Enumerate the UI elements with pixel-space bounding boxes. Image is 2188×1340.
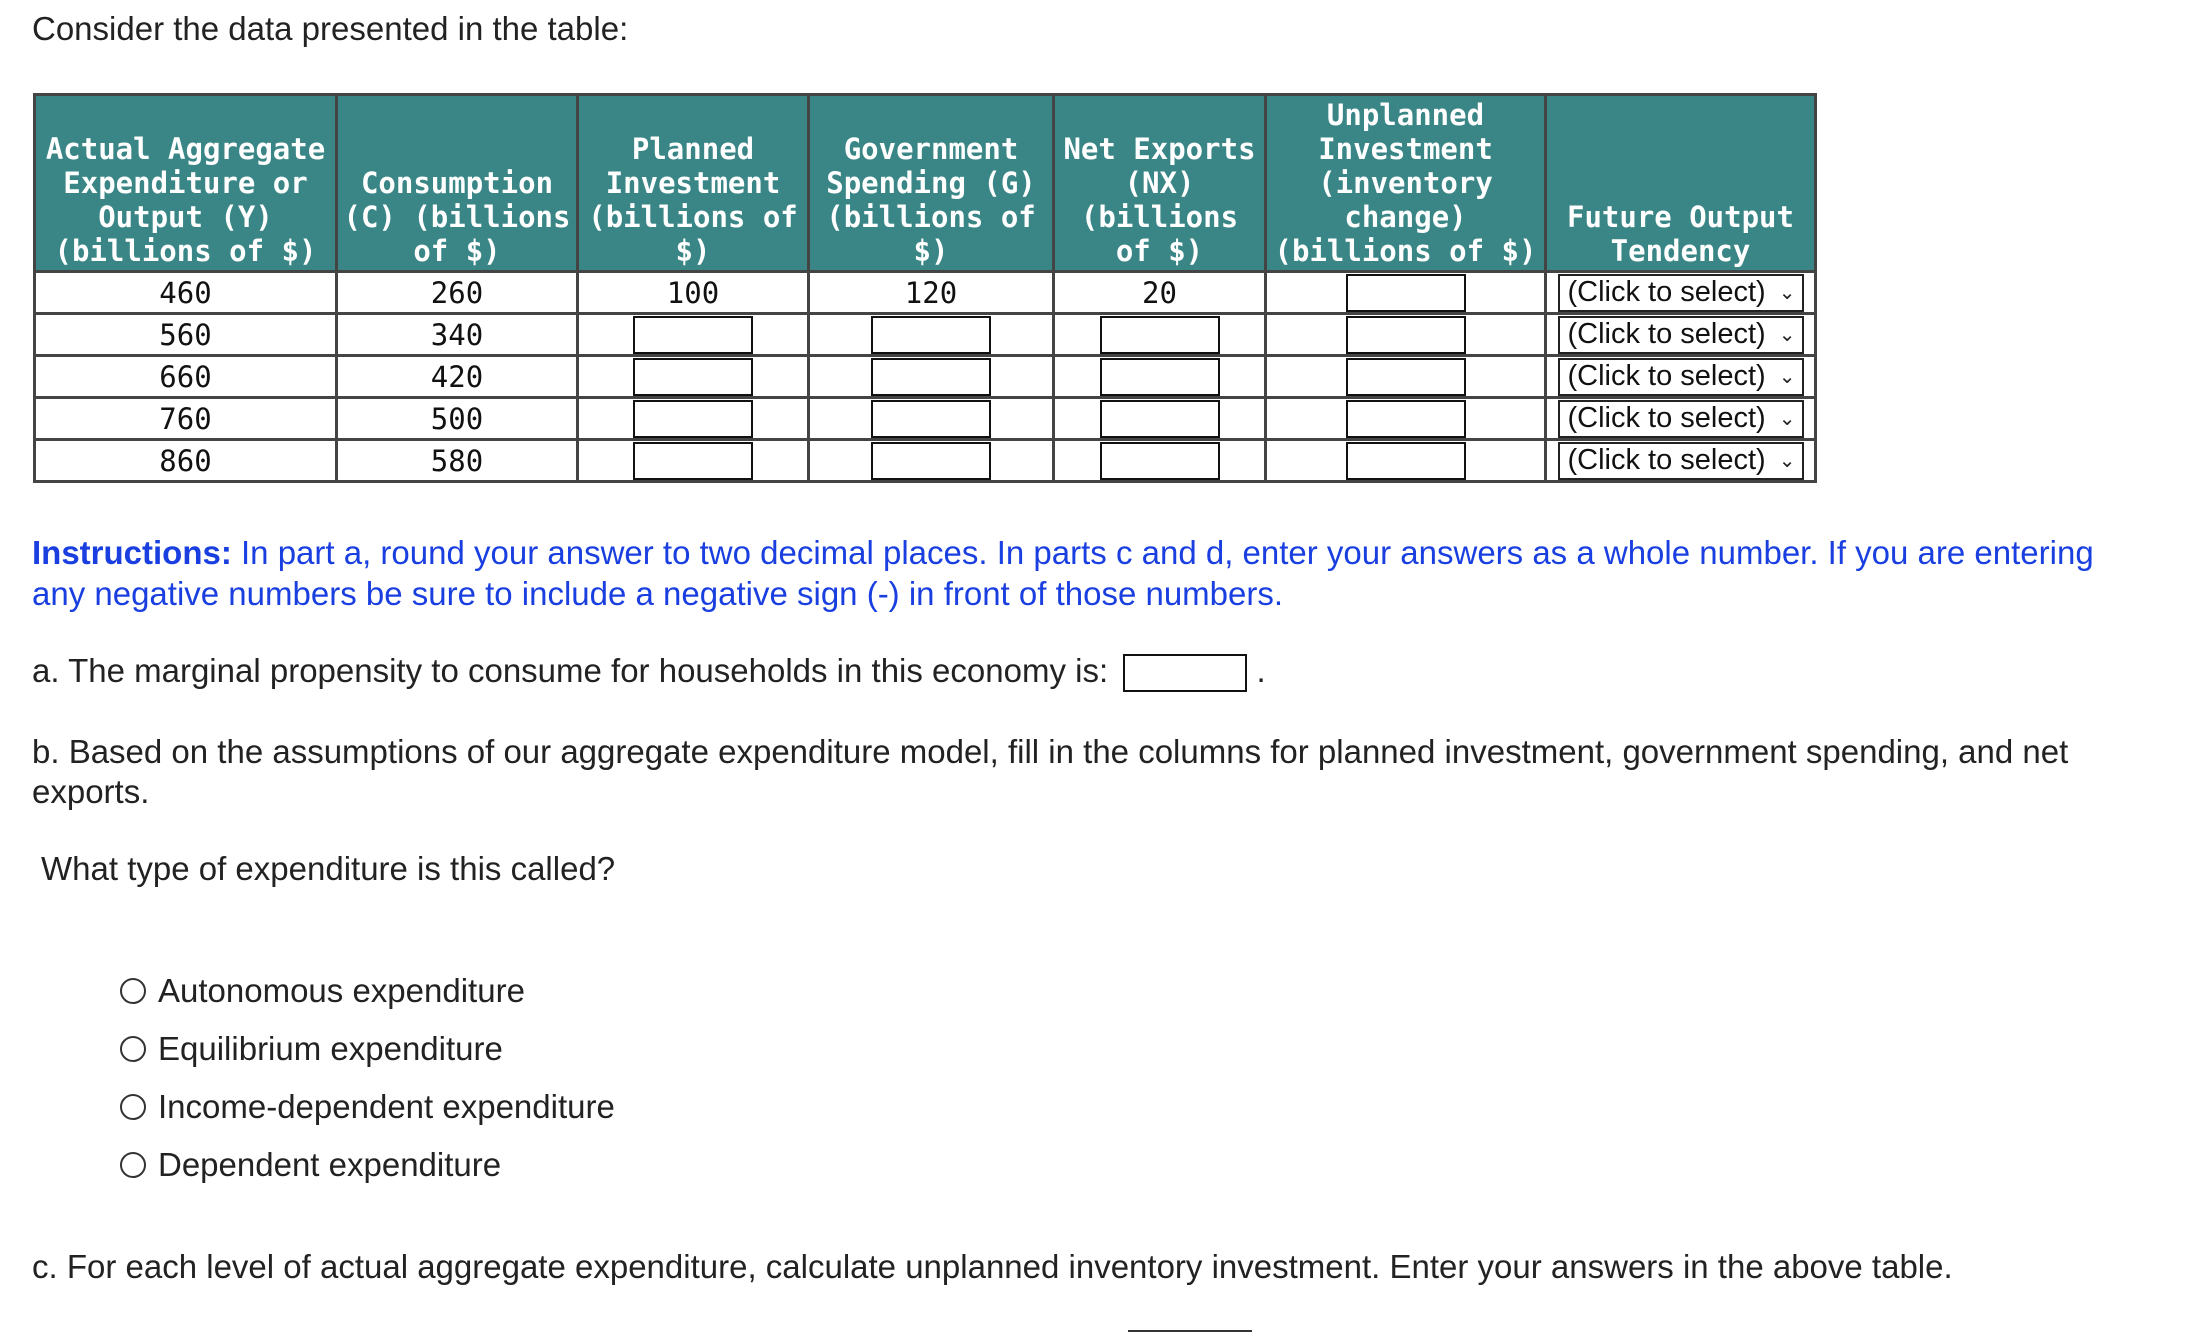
chevron-down-icon: ⌄ xyxy=(1778,324,1796,346)
government-spending-value: 120 xyxy=(809,272,1054,314)
unplanned-investment-cell xyxy=(1266,314,1546,356)
consumption-value: 580 xyxy=(337,440,578,482)
option-label: Autonomous expenditure xyxy=(158,972,525,1009)
future-output-select[interactable] xyxy=(1558,442,1804,480)
planned-investment-input[interactable] xyxy=(633,316,753,354)
partial-input-underline xyxy=(1128,1330,1252,1332)
government-spending-cell xyxy=(809,440,1054,482)
option-equilibrium[interactable] xyxy=(120,1020,615,1078)
future-output-cell xyxy=(1546,356,1816,398)
net-exports-input[interactable] xyxy=(1100,442,1220,480)
consumption-value: 260 xyxy=(337,272,578,314)
question-a-suffix: . xyxy=(1256,652,1266,689)
select-label: (Click to select) xyxy=(1567,318,1766,350)
output-value: 860 xyxy=(35,440,337,482)
planned-investment-input[interactable] xyxy=(633,358,753,396)
question-a xyxy=(32,652,1266,692)
net-exports-cell xyxy=(1054,440,1266,482)
header-future-output-tendency: Future Output Tendency xyxy=(1546,95,1816,272)
government-spending-cell xyxy=(809,356,1054,398)
output-value: 760 xyxy=(35,398,337,440)
consumption-value: 420 xyxy=(337,356,578,398)
future-output-cell xyxy=(1546,314,1816,356)
header-government-spending: Government Spending (G) (billions of $) xyxy=(809,95,1054,272)
government-spending-input[interactable] xyxy=(871,358,991,396)
unplanned-investment-cell xyxy=(1266,356,1546,398)
future-output-cell xyxy=(1546,272,1816,314)
table-row xyxy=(35,440,1816,482)
instructions-label: Instructions: xyxy=(32,534,232,571)
unplanned-investment-input[interactable] xyxy=(1346,400,1466,438)
future-output-cell xyxy=(1546,398,1816,440)
unplanned-investment-cell xyxy=(1266,272,1546,314)
question-c-text: c. For each level of actual aggregate expenditure, calculate unplanned inventory investment. Enter your answers in the above table. xyxy=(32,1248,1953,1285)
government-spending-input[interactable] xyxy=(871,400,991,438)
planned-investment-value: 100 xyxy=(578,272,809,314)
net-exports-input[interactable] xyxy=(1100,316,1220,354)
header-consumption: Consumption (C) (billions of $) xyxy=(337,95,578,272)
planned-investment-cell xyxy=(578,356,809,398)
option-label: Dependent expenditure xyxy=(158,1146,502,1183)
unplanned-investment-input[interactable] xyxy=(1346,358,1466,396)
option-dependent[interactable] xyxy=(120,1136,615,1194)
consumption-value: 500 xyxy=(337,398,578,440)
government-spending-cell xyxy=(809,398,1054,440)
select-label: (Click to select) xyxy=(1567,444,1766,476)
instructions xyxy=(32,532,2132,614)
net-exports-value: 20 xyxy=(1054,272,1266,314)
radio-button[interactable] xyxy=(120,978,146,1004)
planned-investment-input[interactable] xyxy=(633,442,753,480)
option-income-dependent[interactable] xyxy=(120,1078,615,1136)
chevron-down-icon: ⌄ xyxy=(1778,282,1796,304)
question-b-text: b. Based on the assumptions of our aggregate expenditure model, fill in the columns for planned investment, government spending, and net exports. xyxy=(32,733,2069,810)
output-value: 560 xyxy=(35,314,337,356)
output-value: 460 xyxy=(35,272,337,314)
header-planned-investment: Planned Investment (billions of $) xyxy=(578,95,809,272)
chevron-down-icon: ⌄ xyxy=(1778,408,1796,430)
government-spending-input[interactable] xyxy=(871,316,991,354)
expenditure-type-options xyxy=(120,962,615,1194)
net-exports-cell xyxy=(1054,356,1266,398)
chevron-down-icon: ⌄ xyxy=(1778,366,1796,388)
table-row xyxy=(35,356,1816,398)
intro-text: Consider the data presented in the table: xyxy=(32,10,629,47)
government-spending-cell xyxy=(809,314,1054,356)
table-row xyxy=(35,272,1816,314)
planned-investment-cell xyxy=(578,398,809,440)
select-label: (Click to select) xyxy=(1567,402,1766,434)
option-label: Equilibrium expenditure xyxy=(158,1030,503,1067)
header-unplanned-investment: Unplanned Investment (inventory change) (billions of $) xyxy=(1266,95,1546,272)
unplanned-investment-cell xyxy=(1266,440,1546,482)
output-value: 660 xyxy=(35,356,337,398)
future-output-cell xyxy=(1546,440,1816,482)
planned-investment-input[interactable] xyxy=(633,400,753,438)
net-exports-input[interactable] xyxy=(1100,358,1220,396)
radio-button[interactable] xyxy=(120,1094,146,1120)
planned-investment-cell xyxy=(578,440,809,482)
select-label: (Click to select) xyxy=(1567,360,1766,392)
header-output: Actual Aggregate Expenditure or Output (Y) (billions of $) xyxy=(35,95,337,272)
question-a-text: a. The marginal propensity to consume for households in this economy is: xyxy=(32,652,1109,689)
net-exports-cell xyxy=(1054,398,1266,440)
unplanned-investment-input[interactable] xyxy=(1346,316,1466,354)
future-output-select[interactable] xyxy=(1558,316,1804,354)
question-b-prompt: What type of expenditure is this called? xyxy=(41,850,616,887)
table-row xyxy=(35,314,1816,356)
mpc-input[interactable] xyxy=(1123,654,1247,692)
option-autonomous[interactable] xyxy=(120,962,615,1020)
option-label: Income-dependent expenditure xyxy=(158,1088,615,1125)
future-output-select[interactable] xyxy=(1558,274,1804,312)
net-exports-cell xyxy=(1054,314,1266,356)
future-output-select[interactable] xyxy=(1558,400,1804,438)
radio-button[interactable] xyxy=(120,1152,146,1178)
instructions-text: In part a, round your answer to two decimal places. In parts c and d, enter your answers as a whole number. If you are entering any negative numbers be sure to include a negative sign (-) in front of those numbers. xyxy=(32,534,2094,612)
government-spending-input[interactable] xyxy=(871,442,991,480)
unplanned-investment-input[interactable] xyxy=(1346,274,1466,312)
unplanned-investment-cell xyxy=(1266,398,1546,440)
unplanned-investment-input[interactable] xyxy=(1346,442,1466,480)
radio-button[interactable] xyxy=(120,1036,146,1062)
net-exports-input[interactable] xyxy=(1100,400,1220,438)
header-net-exports: Net Exports (NX) (billions of $) xyxy=(1054,95,1266,272)
table-row xyxy=(35,398,1816,440)
chevron-down-icon: ⌄ xyxy=(1778,450,1796,472)
future-output-select[interactable] xyxy=(1558,358,1804,396)
table-header-row xyxy=(35,95,1816,272)
select-label: (Click to select) xyxy=(1567,276,1766,308)
consumption-value: 340 xyxy=(337,314,578,356)
planned-investment-cell xyxy=(578,314,809,356)
expenditure-table xyxy=(33,93,1817,483)
